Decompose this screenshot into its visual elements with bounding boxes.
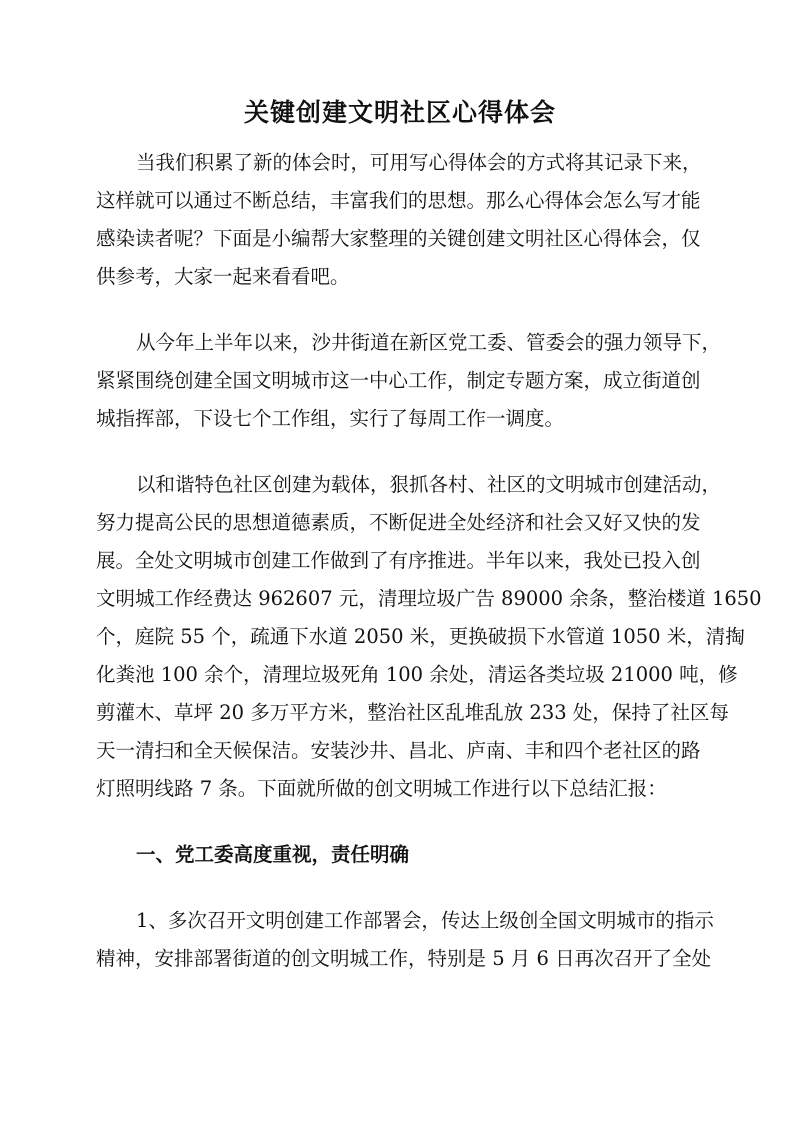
paragraph-line: 文明城工作经费达 962607 元，清理垃圾广告 89000 余条，整治楼道 1650 [96, 587, 762, 610]
paragraph-line: 展。全处文明城市创建工作做到了有序推进。半年以来，我处已投入创 [96, 549, 701, 572]
paragraph-line: 感染读者呢？下面是小编帮大家整理的关键创建文明社区心得体会，仅 [96, 227, 701, 250]
paragraph-line: 当我们积累了新的体会时，可用写心得体会的方式将其记录下来， [136, 151, 702, 174]
paragraph-line: 努力提高公民的思想道德素质，不断促进全处经济和社会又好又快的发 [96, 511, 701, 534]
paragraph-line: 化粪池 100 余个，清理垃圾死角 100 余处，清运各类垃圾 21000 吨，修 [96, 663, 738, 686]
paragraph-line: 供参考，大家一起来看看吧。 [96, 265, 350, 288]
paragraph-line: 个，庭院 55 个，疏通下水道 2050 米，更换破损下水管道 1050 米，清掏 [96, 625, 745, 648]
paragraph-line: 剪灌木、草坪 20 多万平方米，整治社区乱堆乱放 233 处，保持了社区每 [96, 701, 729, 724]
paragraph-line: 1、多次召开文明创建工作部署会，传达上级创全国文明城市的指示 [136, 909, 714, 932]
document-title: 关键创建文明社区心得体会 [243, 98, 556, 127]
paragraph-line: 这样就可以通过不断总结，丰富我们的思想。那么心得体会怎么写才能 [96, 189, 701, 212]
paragraph-line: 以和谐特色社区创建为载体，狠抓各村、社区的文明城市创建活动， [136, 473, 722, 496]
paragraph-line: 天一清扫和全天候保洁。安装沙井、昌北、庐南、丰和四个老社区的路 [96, 739, 701, 762]
paragraph-line: 紧紧围绕创建全国文明城市这一中心工作，制定专题方案，成立街道创 [96, 369, 701, 392]
paragraph-line: 灯照明线路 7 条。下面就所做的创文明城工作进行以下总结汇报： [96, 777, 667, 800]
paragraph-line: 精神，安排部署街道的创文明城工作，特别是 5 月 6 日再次召开了全处 [96, 947, 712, 970]
section-heading: 一、党工委高度重视，责任明确 [136, 843, 410, 866]
paragraph-line: 城指挥部，下设七个工作组，实行了每周工作一调度。 [96, 407, 565, 430]
paragraph-line: 从今年上半年以来，沙井街道在新区党工委、管委会的强力领导下， [136, 331, 722, 354]
